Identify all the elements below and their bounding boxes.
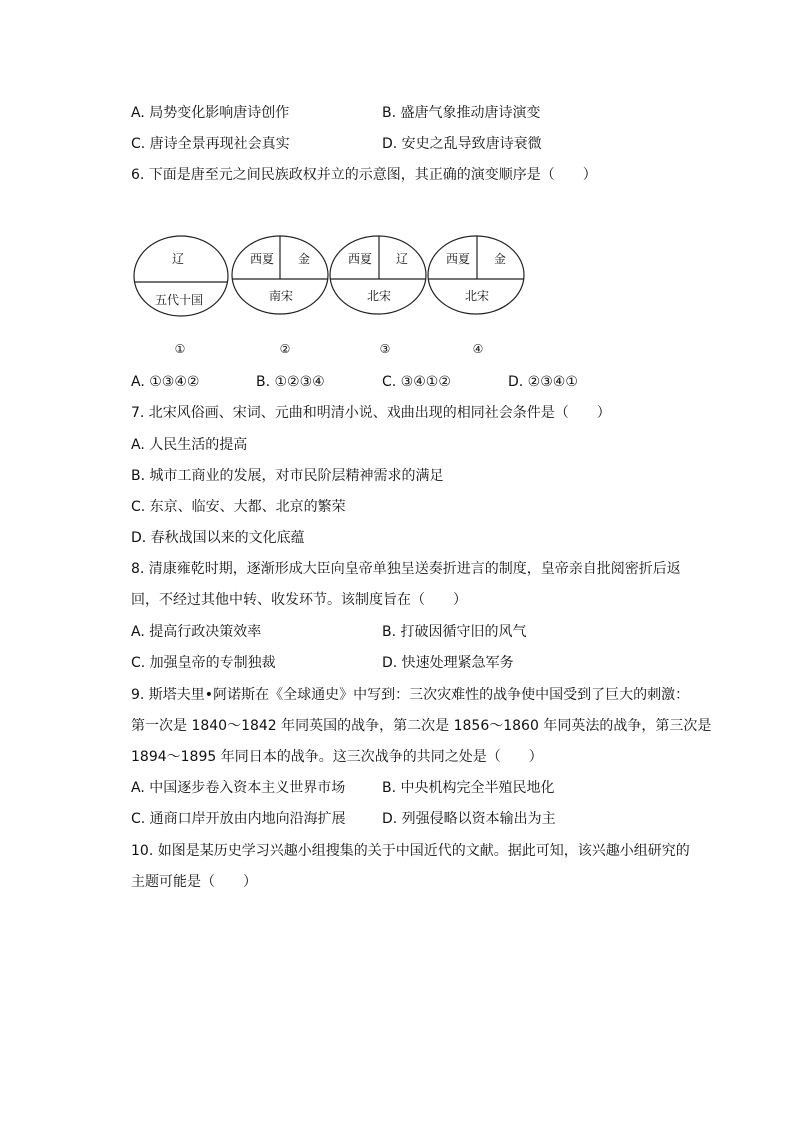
q8-option-b: B. 打破因循守旧的风气 (382, 624, 527, 640)
circle3-top-left-label: 西夏 (347, 252, 373, 266)
q6-option-c: C. ③④①② (382, 374, 451, 390)
q9-option-d: D. 列强侵略以资本输出为主 (382, 811, 556, 827)
q8-stem-line-2: 回，不经过其他中转、收发环节。该制度旨在（ ） (131, 592, 467, 608)
q7-option-d: D. 春秋战国以来的文化底蕴 (131, 530, 305, 546)
q9-stem-line-2: 第一次是 1840～1842 年同英国的战争，第二次是 1856～1860 年同英法的战争，第三次是 (131, 718, 712, 734)
circle4-bottom-label: 北宋 (464, 289, 490, 303)
circle3-top-right-label: 辽 (395, 252, 409, 266)
diagram-circle-4 (428, 236, 524, 314)
q7-option-a: A. 人民生活的提高 (131, 437, 248, 453)
q9-option-b: B. 中央机构完全半殖民地化 (382, 780, 555, 796)
q10-stem-line-2: 主题可能是（ ） (131, 874, 257, 890)
q7-option-c: C. 东京、临安、大都、北京的繁荣 (131, 499, 346, 515)
q5-option-c: C. 唐诗全景再现社会真实 (131, 136, 290, 152)
circle2-top-left-label: 西夏 (249, 252, 275, 266)
circle3-number: ③ (379, 342, 391, 356)
q6-option-a: A. ①③④② (131, 374, 200, 390)
q6-option-d: D. ②③④① (508, 374, 578, 390)
q7-stem: 7. 北宋风俗画、宋词、元曲和明清小说、戏曲出现的相同社会条件是（ ） (131, 405, 611, 421)
diagram-circle-3 (330, 236, 426, 314)
circle2-top-right-label: 金 (297, 252, 311, 266)
circle3-bottom-label: 北宋 (366, 289, 392, 303)
q8-option-a: A. 提高行政决策效率 (131, 624, 262, 640)
circle4-top-left-label: 西夏 (445, 252, 471, 266)
circle2-number: ② (279, 342, 291, 356)
diagram-circle-2 (232, 236, 328, 314)
q10-stem-line-1: 10. 如图是某历史学习兴趣小组搜集的关于中国近代的文献。据此可知，该兴趣小组研究的 (131, 843, 690, 859)
q9-option-a: A. 中国逐步卷入资本主义世界市场 (131, 780, 346, 796)
q6-regime-diagram (0, 225, 794, 365)
circle4-top-right-label: 金 (493, 252, 507, 266)
q5-option-d: D. 安史之乱导致唐诗衰微 (382, 136, 542, 152)
q7-option-b: B. 城市工商业的发展，对市民阶层精神需求的满足 (131, 468, 444, 484)
q5-option-a: A. 局势变化影响唐诗创作 (131, 105, 290, 121)
diagram-circle-1 (134, 236, 228, 316)
circle2-bottom-label: 南宋 (268, 289, 294, 303)
q9-stem-line-1: 9. 斯塔夫里•阿诺斯在《全球通史》中写到：三次灾难性的战争使中国受到了巨大的刺激： (131, 687, 690, 703)
q6-stem: 6. 下面是唐至元之间民族政权并立的示意图，其正确的演变顺序是（ ） (131, 167, 597, 183)
q9-option-c: C. 通商口岸开放由内地向沿海扩展 (131, 811, 346, 827)
circle1-top-label: 辽 (171, 252, 185, 266)
q8-option-c: C. 加强皇帝的专制独裁 (131, 655, 276, 671)
q9-stem-line-3: 1894～1895 年同日本的战争。这三次战争的共同之处是（ ） (131, 749, 543, 765)
q8-option-d: D. 快速处理紧急军务 (382, 655, 514, 671)
circle4-number: ④ (472, 342, 484, 356)
q8-stem-line-1: 8. 清康雍乾时期，逐渐形成大臣向皇帝单独呈送奏折进言的制度，皇帝亲自批阅密折后返 (131, 561, 681, 577)
q5-option-b: B. 盛唐气象推动唐诗演变 (382, 105, 541, 121)
q6-option-b: B. ①②③④ (256, 374, 325, 390)
circle1-number: ① (174, 342, 186, 356)
circle1-bottom-label: 五代十国 (154, 293, 204, 307)
